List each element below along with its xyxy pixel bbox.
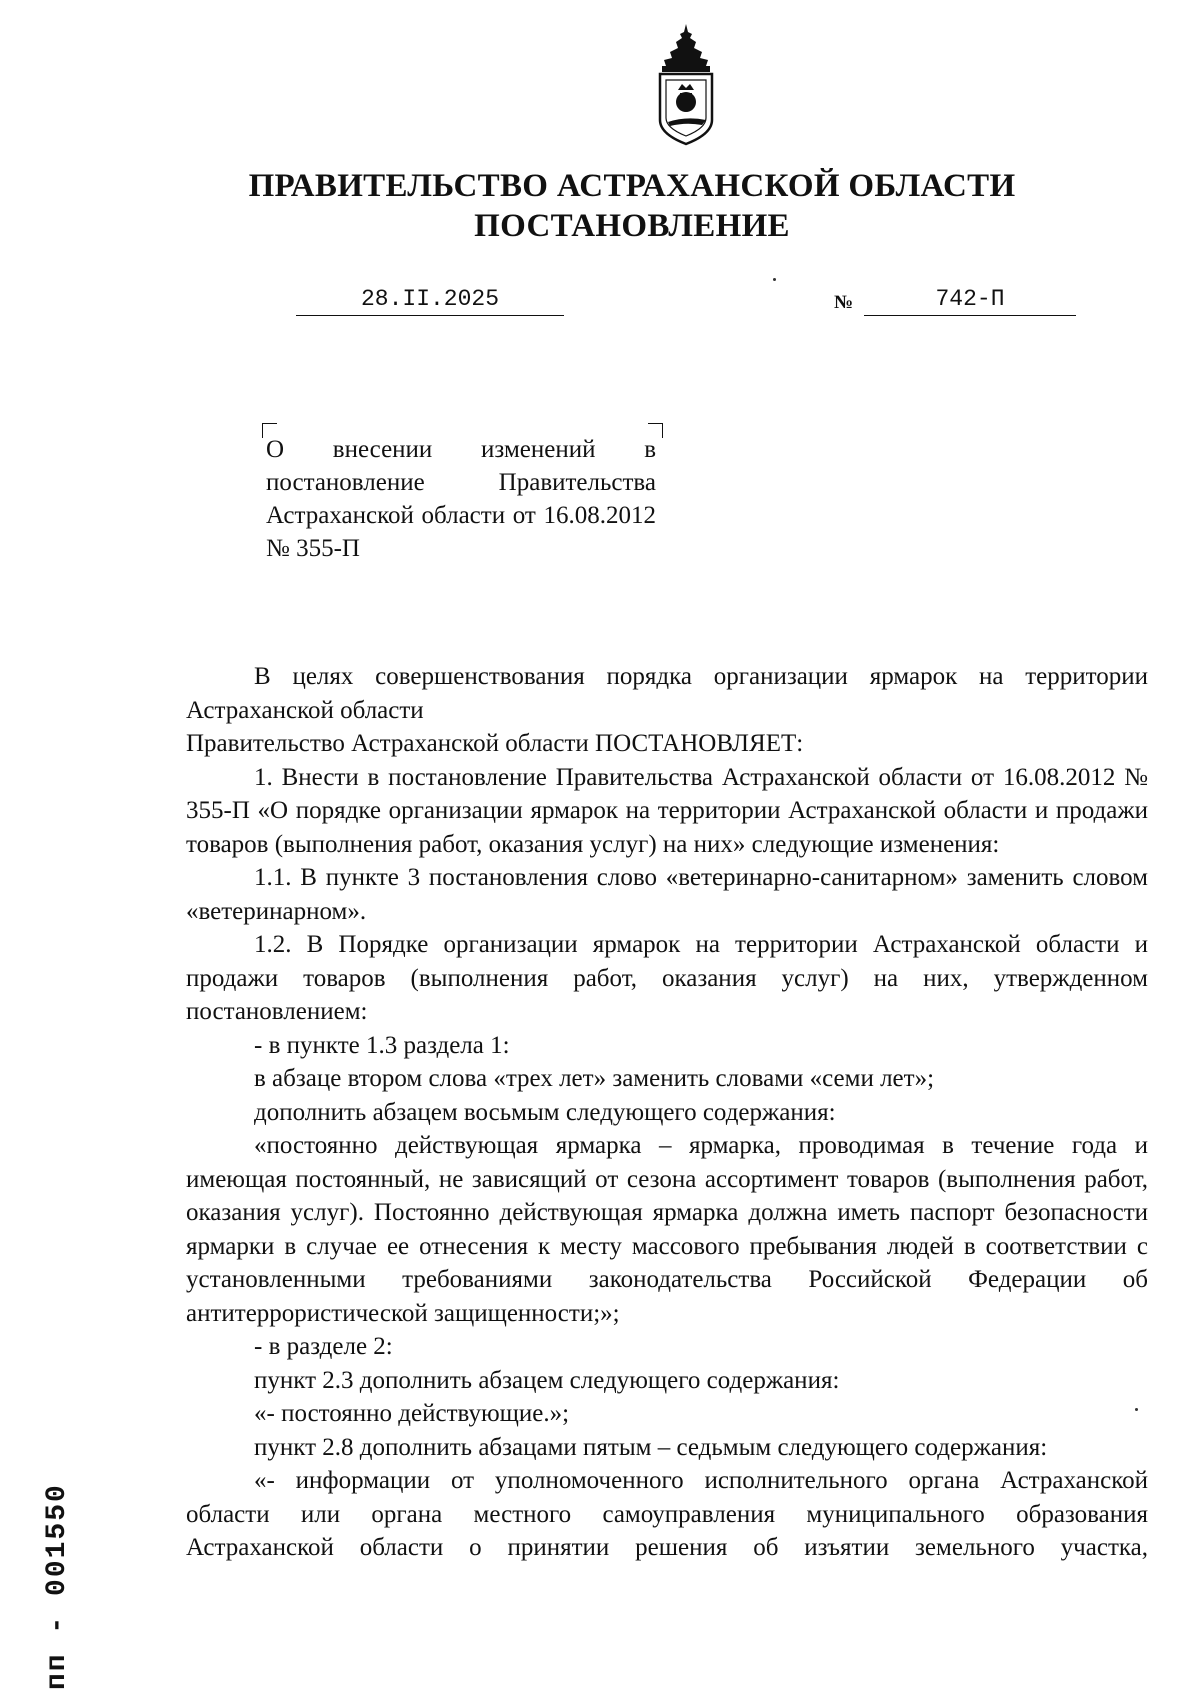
paragraph-item-2-3: пункт 2.3 дополнить абзацем следующего содержания:: [254, 1366, 840, 1394]
paragraph-item-2-3-text: «- постоянно действующие.»;: [254, 1400, 570, 1427]
number-sign: №: [834, 292, 854, 313]
paragraph-item-1-1: 1.1. В пункте 3 постановления слово «ветеринарно-санитарном» заменить словом «ветеринарном».: [186, 864, 1148, 925]
coat-of-arms-emblem: [646, 22, 726, 152]
paragraph-item-2-8: пункт 2.8 дополнить абзацами пятым – седьмым следующего содержания:: [254, 1433, 1048, 1461]
paragraph-section-2: - в разделе 2:: [254, 1333, 393, 1360]
scan-speck: [773, 278, 776, 281]
paragraph-definition: «постоянно действующая ярмарка – ярмарка, проводимая в течение года и имеющая постоянный, не зависящий от сезона ассортимент товаров (выполнения работ, оказания услуг). Постоянно действующая ярмарка должна иметь паспорт безопасности ярмарки в случае ее отнесения к месту массового пребывания людей в соответствии с установленными требованиями законодательства Российской Федерации об антитеррористической защищенности;»;: [186, 1132, 1148, 1327]
registration-stamp: пп - 001550: [42, 1483, 73, 1690]
paragraph-clause-eighth: дополнить абзацем восьмым следующего содержания:: [254, 1098, 836, 1126]
document-date: 28.II.2025: [296, 283, 564, 316]
document-subject: О внесении изменений в постановление Правительства Астраханской области от 16.08.2012 № 355-П: [266, 436, 656, 562]
paragraph-resolves: Правительство Астраханской области ПОСТАНОВЛЯЕТ:: [186, 730, 804, 757]
paragraph-item-1: 1. Внести в постановление Правительства Астраханской области от 16.08.2012 № 355-П «О порядке организации ярмарок на территории Астраханской области и продажи товаров (выполнения работ, оказания услуг) на них» следующие изменения:: [186, 763, 1148, 858]
document-number: 742-П: [864, 283, 1076, 316]
paragraph-preamble: В целях совершенствования порядка организации ярмарок на территории Астраханской области: [186, 663, 1148, 724]
paragraph-item-1-2: 1.2. В Порядке организации ярмарок на территории Астраханской области и продажи товаров (выполнения работ, оказания услуг) на них, утвержденном постановлением:: [186, 931, 1148, 1025]
government-title: ПРАВИТЕЛЬСТВО АСТРАХАНСКОЙ ОБЛАСТИ: [248, 168, 1016, 204]
paragraph-item-2-8-text: «- информации от уполномоченного исполнительного органа Астраханской области или органа местного самоуправления муниципального образования Астраханской области о принятии решения об изъятии земельного участка,: [186, 1467, 1148, 1561]
paragraph-clause-1-3: - в пункте 1.3 раздела 1:: [254, 1031, 510, 1059]
paragraph-clause-second: в абзаце втором слова «трех лет» заменить словами «семи лет»;: [254, 1065, 935, 1092]
document-body: [186, 660, 1148, 1565]
document-type-title: ПОСТАНОВЛЕНИЕ: [474, 208, 790, 244]
